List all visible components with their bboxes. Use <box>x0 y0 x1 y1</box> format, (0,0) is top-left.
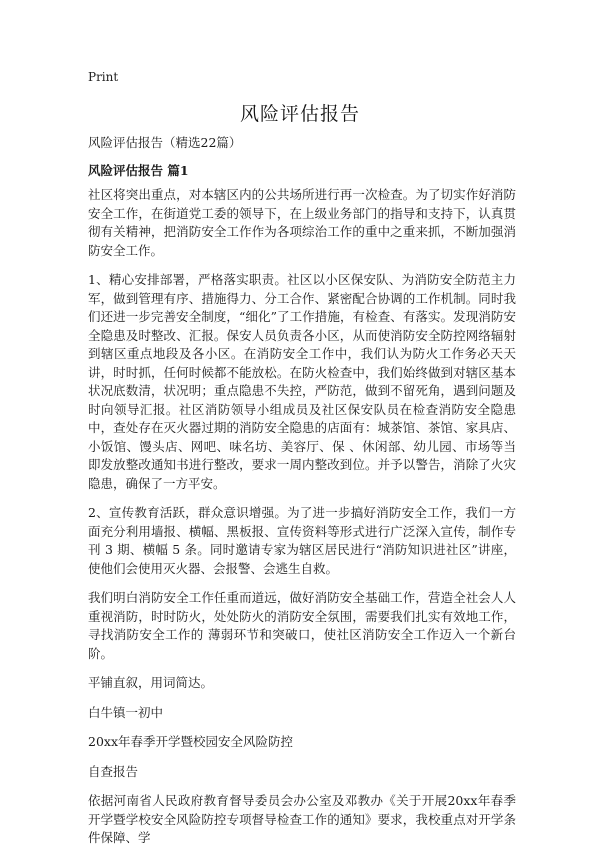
paragraph: 白牛镇一初中 <box>88 704 164 720</box>
paragraph: 平铺直叙，用词简达。 <box>88 675 214 690</box>
paragraph: 社区将突出重点，对本辖区内的公共场所进行再一次检查。为了切实作好消防安全工作，在街道党工委的领导下，在上级业务部门的指导和支持下，认真贯彻有关精神，把消防安全工作作为各项综治工作的重中之重来抓，不断加强消防安全工作。 <box>88 187 516 258</box>
paragraph: 依据河南省人民政府教育督导委员会办公室及邓教办《关于开展20xx年春季开学暨学校安全风险防控专项督导检查工作的通知》要求，我校重点对开学条件保障、学 <box>88 793 516 845</box>
paragraph: 1、精心安排部署，严格落实职责。社区以小区保安队、为消防安全防范主力军，做到管理有序、措施得力、分工合作、紧密配合协调的工作机制。同时我们还进一步完善安全制度，“细化”了工作措施，有检查、有落实。发现消防安全隐患及时整改、汇报。保安人员负责各小区，从而使消防安全防控网络辐射到辖区重点地段及各小区。在消防安全工作中，我们认为防火工作务必天天讲，时时抓，任何时候都不能放松。在防火检查中，我们始终做到对辖区基本状况底数清，状况明；重点隐患不失控，严防范，做到不留死角，遇到问题及时向领导汇报。社区消防领导小组成员及社区保安队员在检查消防安全隐患中，查处存在灭火器过期的消防安全隐患的店面有：城茶馆、茶馆、家具店、小饭馆、馒头店、网吧、味名坊、美容厅、保 、休闲部、幼儿园、市场等当即发放整改通知书进行整改，要求一周内整改到位。并予以警告，消除了火灾隐患，确保了一方平安。 <box>88 272 516 491</box>
paragraph: 自查报告 <box>88 763 139 779</box>
document-subtitle: 风险评估报告（精选22篇） <box>88 135 242 150</box>
paragraph: 2、宣传教育活跃，群众意识增强。为了进一步搞好消防安全工作，我们一方面充分利用墙报、横幅、黑板报、宣传资料等形式进行广泛深入宣传，制作专刊 3 期、横幅 5 条。同时邀请专家为辖区居民进行“消防知识进社区”讲座，使他们会使用灭火器、会报警、会逃生自救。 <box>88 505 516 576</box>
paragraph: 20xx年春季开学暨校园安全风险防控 <box>88 734 294 749</box>
paragraph: 我们明白消防安全工作任重而道远，做好消防安全基础工作，营造全社会人人重视消防，时时防火，处处防火的消防安全氛围，需要我们扎实有效地工作，寻找消防安全工作的 薄弱环节和突破口，使社区消防安全工作迈入一个新台阶。 <box>88 590 516 661</box>
document-title: 风险评估报告 <box>239 103 360 125</box>
document-body <box>88 186 516 859</box>
section-heading: 风险评估报告 篇1 <box>88 163 189 178</box>
print-label: Print <box>88 70 119 84</box>
